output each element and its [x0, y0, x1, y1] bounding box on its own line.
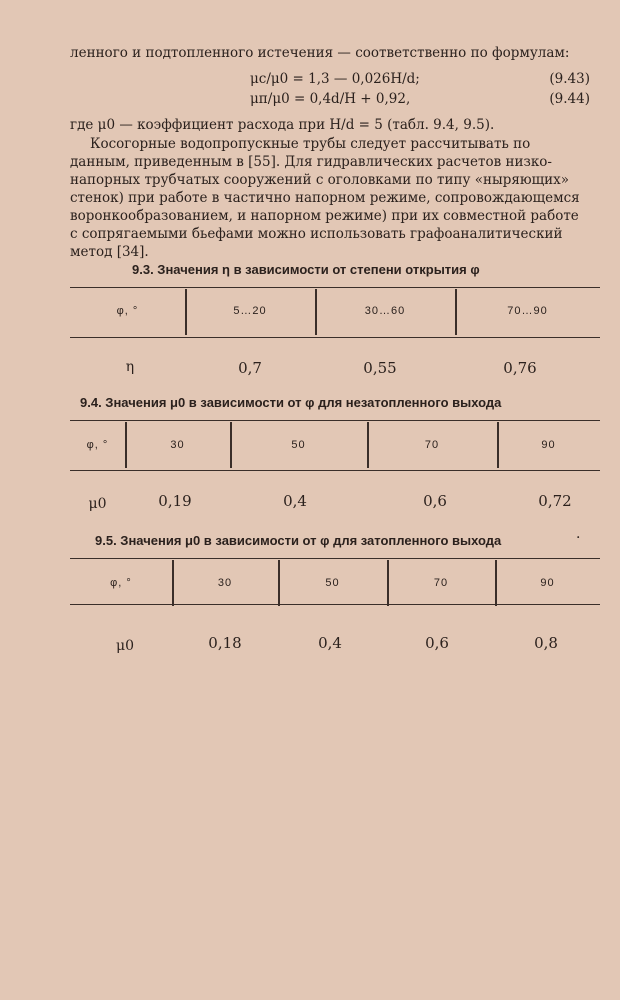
row-label: η: [125, 359, 135, 375]
column-header: 50: [291, 439, 306, 451]
row-header: φ, °: [86, 439, 109, 451]
text-line: где μ0 — коэффициент расхода при H/d = 5 (табл. 9.4, 9.5).: [70, 117, 495, 133]
column-header: 30: [170, 439, 185, 451]
table-cell: 0,55: [363, 359, 397, 377]
table-rule: [70, 470, 600, 471]
column-header: 50: [325, 577, 340, 589]
row-header: φ, °: [116, 305, 139, 317]
table-rule: [70, 420, 600, 421]
row-header: φ, °: [110, 577, 132, 589]
equation-number: (9.44): [549, 91, 590, 107]
row-label: μ0: [88, 496, 107, 512]
paragraph-line: воронкообразованием, и напорном режиме) при их совместной работе: [70, 208, 579, 224]
row-label: μ0: [115, 638, 134, 654]
column-header: 90: [541, 439, 556, 451]
table-cell: 0,18: [208, 634, 242, 652]
paragraph-line: стенок) при работе в частично напорном режиме, сопровождающемся: [70, 190, 580, 206]
column-header: 70: [433, 577, 449, 589]
paragraph-line: напорных трубчатых сооружений с оголовками по типу «ныряющих»: [70, 172, 570, 188]
table-rule: [70, 604, 600, 605]
formula-9-43: μс/μ0 = 1,3 — 0,026H/d;: [250, 71, 420, 87]
formula-9-44: μп/μ0 = 0,4d/H + 0,92,: [250, 91, 411, 107]
column-header: 30…60: [364, 305, 406, 317]
text-line: ленного и подтопленного истечения — соответственно по формулам:: [70, 45, 570, 61]
table-cell: 0,6: [423, 492, 447, 510]
table-rule: [70, 558, 600, 559]
table-cell: 0,8: [534, 634, 558, 652]
paragraph-line: Косогорные водопропускные трубы следует рассчитывать по: [90, 136, 531, 152]
table-9-5: [70, 558, 600, 668]
column-header: 5…20: [233, 305, 267, 317]
table-cell: 0,4: [318, 634, 342, 652]
table-cell: 0,72: [538, 492, 572, 510]
table-cell: 0,19: [158, 492, 192, 510]
table-9-3: [70, 287, 600, 387]
column-header: 30: [217, 577, 233, 589]
paragraph-line: данным, приведенным в [55]. Для гидравлических расчетов низко-: [70, 154, 552, 170]
table-title: 9.4. Значения μ0 в зависимости от φ для незатопленного выхода: [80, 395, 502, 410]
paragraph-line: метод [34].: [70, 244, 149, 260]
table-9-4: [70, 420, 600, 520]
table-title: 9.5. Значения μ0 в зависимости от φ для затопленного выхода: [95, 533, 502, 548]
table-cell: 0,6: [425, 634, 449, 652]
table-title: 9.3. Значения η в зависимости от степени открытия φ: [132, 262, 480, 277]
column-header: 90: [540, 577, 555, 589]
paragraph-line: с сопрягаемыми бьефами можно использовать графоаналитический: [70, 226, 563, 242]
column-header: 70…90: [507, 305, 548, 317]
table-cell: 0,76: [503, 359, 537, 377]
table-rule: [70, 337, 600, 338]
stray-mark: ·: [576, 530, 581, 546]
equation-number: (9.43): [549, 71, 590, 87]
table-cell: 0,7: [238, 359, 262, 377]
column-header: 70: [424, 439, 440, 451]
table-rule: [70, 287, 600, 288]
table-cell: 0,4: [283, 492, 307, 510]
